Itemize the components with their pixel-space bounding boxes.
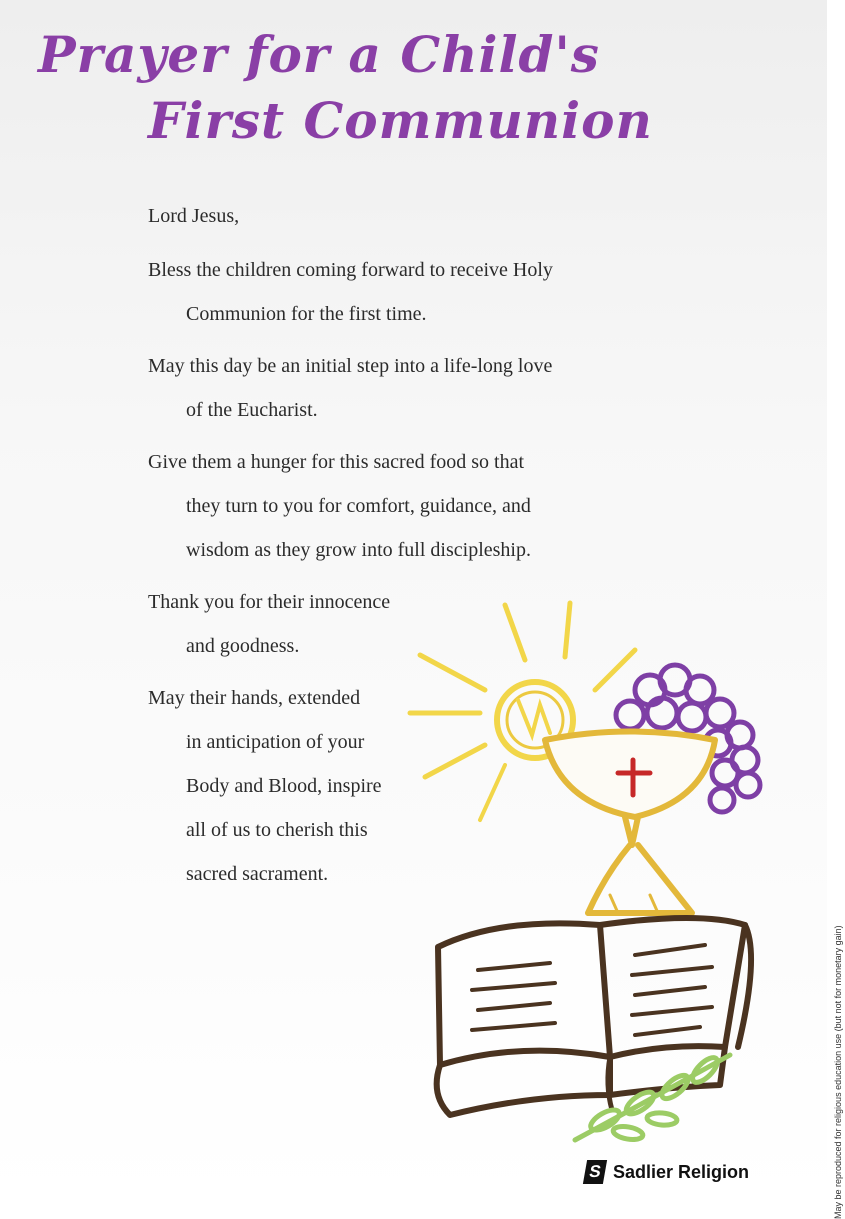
prayer-line: May this day be an initial step into a life-long love xyxy=(148,355,553,377)
reproduction-disclaimer: May be reproduced for religious education use (but not for monetary gain) xyxy=(833,925,843,1219)
prayer-stanza-1 xyxy=(148,248,688,336)
title-line-2: First Communion xyxy=(148,91,653,150)
prayer-line: in anticipation of your xyxy=(186,731,365,753)
prayer-line: wisdom as they grow into full discipleship. xyxy=(186,539,531,561)
prayer-stanza-2 xyxy=(148,344,688,432)
publisher-brand xyxy=(585,1160,749,1184)
prayer-line: they turn to you for comfort, guidance, and xyxy=(186,495,531,517)
page-title xyxy=(38,22,653,154)
prayer-line: Bless the children coming forward to receive Holy xyxy=(148,259,553,281)
prayer-greeting: Lord Jesus, xyxy=(148,205,240,227)
title-line-1: Prayer for a Child's xyxy=(38,25,600,84)
prayer-stanza-3 xyxy=(148,440,688,572)
prayer-line: Body and Blood, inspire xyxy=(186,775,382,797)
prayer-line: and goodness. xyxy=(186,635,300,657)
prayer-line: Communion for the first time. xyxy=(186,303,427,325)
publisher-name: Sadlier Religion xyxy=(613,1161,750,1182)
communion-illustration xyxy=(400,595,800,1155)
prayer-line: sacred sacrament. xyxy=(186,863,329,885)
prayer-line: all of us to cherish this xyxy=(186,819,368,841)
prayer-line: Give them a hunger for this sacred food so that xyxy=(148,451,525,473)
open-bible-icon xyxy=(437,918,751,1115)
prayer-line: Thank you for their innocence xyxy=(148,591,391,613)
prayer-line: May their hands, extended xyxy=(148,687,361,709)
sadlier-logo-icon: S xyxy=(583,1160,607,1184)
prayer-line: of the Eucharist. xyxy=(186,399,318,421)
chalice-icon xyxy=(545,732,715,914)
